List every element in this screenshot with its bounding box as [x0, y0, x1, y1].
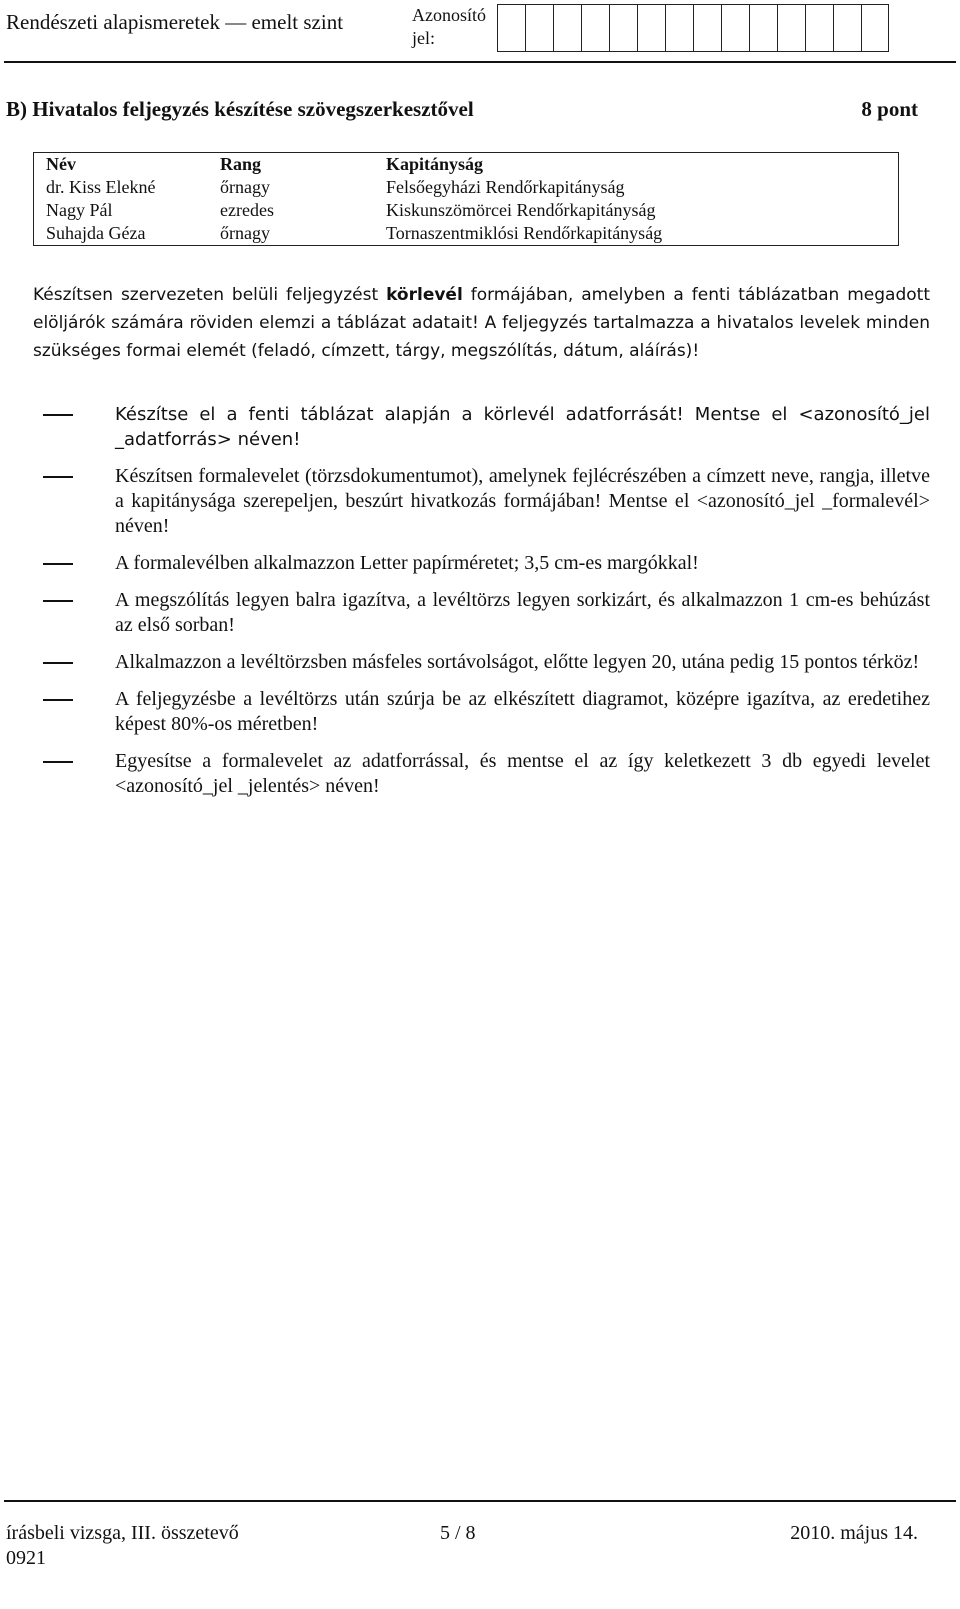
id-digit-box[interactable] [609, 4, 637, 52]
table-header-cell: Név [46, 154, 76, 174]
task-item [33, 687, 930, 737]
footer-exam-part: írásbeli vizsga, III. összetevő [6, 1522, 239, 1544]
dash-bullet [43, 414, 73, 416]
table-cell: Suhajda Géza [46, 223, 146, 243]
table-row [34, 222, 899, 246]
table-row [34, 199, 899, 222]
dash-bullet [43, 662, 73, 664]
task-item [33, 402, 930, 452]
task-text: Készítse el a fenti táblázat alapján a körlevél adatforrását! Mentse el <azonosító_jel _adatforrás> néven! [115, 404, 930, 450]
dash-bullet [43, 699, 73, 701]
task-text: Készítsen formalevelet (törzsdokumentumot), amelynek fejlécrészében a címzett neve, rangja, illetve a kapitánysága szerepeljen, beszúrt hivatkozás formájában! Mentse el <azonosító_jel _formalevél> néven! [115, 465, 930, 537]
task-item [33, 464, 930, 539]
dash-bullet [43, 761, 73, 763]
dash-bullet [43, 600, 73, 602]
id-digit-box[interactable] [581, 4, 609, 52]
section-title: B) Hivatalos feljegyzés készítése szövegszerkesztővel [6, 97, 474, 121]
id-digit-box[interactable] [693, 4, 721, 52]
id-boxes [497, 4, 889, 52]
task-text: A megszólítás legyen balra igazítva, a levéltörzs legyen sorkizárt, és alkalmazzon 1 cm-es behúzást az első sorban! [115, 589, 930, 636]
id-label: Azonosító jel: [412, 5, 486, 48]
table-cell: ezredes [220, 200, 274, 220]
id-digit-box[interactable] [497, 4, 525, 52]
table-cell: Nagy Pál [46, 200, 113, 220]
officers-table [33, 152, 899, 246]
id-digit-box[interactable] [665, 4, 693, 52]
table-cell: Kiskunszömörcei Rendőrkapitányság [386, 200, 656, 220]
footer-rule [4, 1500, 956, 1502]
task-text: A formalevélben alkalmazzon Letter papírméretet; 3,5 cm-es margókkal! [115, 552, 699, 574]
id-digit-box[interactable] [749, 4, 777, 52]
header-rule [4, 61, 956, 63]
id-digit-box[interactable] [553, 4, 581, 52]
dash-bullet [43, 563, 73, 565]
intro-text: Készítsen szervezeten belüli feljegyzést [33, 285, 387, 305]
task-list [33, 402, 930, 811]
table-row [34, 176, 899, 199]
table-header-row [34, 153, 899, 177]
id-digit-box[interactable] [777, 4, 805, 52]
dash-bullet [43, 476, 73, 478]
task-item [33, 551, 930, 576]
task-text: Egyesítse a formalevelet az adatforrással, és mentse el az így keletkezett 3 db egyedi levelet <azonosító_jel _jelentés> néven! [115, 750, 930, 797]
intro-text: formájában, amelyben a fenti táblázatban megadott elöljárók számára röviden elemzi a táblázat adatait! A feljegyzés tartalmazza a hivatalos levelek minden szükséges formai elemét (feladó, címzett, tárgy, megszólítás, dátum, aláírás)! [33, 285, 930, 361]
table-header-cell: Kapitányság [386, 154, 484, 174]
id-digit-box[interactable] [805, 4, 833, 52]
section-points: 8 pont [861, 97, 918, 121]
id-digit-box[interactable] [861, 4, 889, 52]
page-header [0, 0, 960, 64]
task-text: Alkalmazzon a levéltörzsben másfeles sortávolságot, előtte legyen 20, utána pedig 15 pontos térköz! [115, 651, 920, 673]
id-digit-box[interactable] [525, 4, 553, 52]
exam-subject: Rendészeti alapismeretek — emelt szint [6, 10, 344, 34]
id-digit-box[interactable] [637, 4, 665, 52]
task-text: A feljegyzésbe a levéltörzs után szúrja be az elkészített diagramot, középre igazítva, az eredetihez képest 80%-os méretben! [115, 688, 930, 735]
exam-date: 2010. május 14. [790, 1522, 918, 1544]
task-item [33, 588, 930, 638]
table-cell: Felsőegyházi Rendőrkapitányság [386, 177, 625, 197]
table-cell: Tornaszentmiklósi Rendőrkapitányság [386, 223, 663, 243]
task-item [33, 749, 930, 799]
id-digit-box[interactable] [833, 4, 861, 52]
id-digit-box[interactable] [721, 4, 749, 52]
page-number: 5 / 8 [440, 1522, 476, 1544]
task-intro [33, 281, 930, 365]
table-cell: őrnagy [220, 177, 270, 197]
intro-emphasis: körlevél [386, 285, 463, 305]
table-cell: őrnagy [220, 223, 270, 243]
task-item [33, 650, 930, 675]
table-cell: dr. Kiss Elekné [46, 177, 156, 197]
table-header-cell: Rang [220, 154, 262, 174]
exam-code: 0921 [6, 1547, 46, 1569]
